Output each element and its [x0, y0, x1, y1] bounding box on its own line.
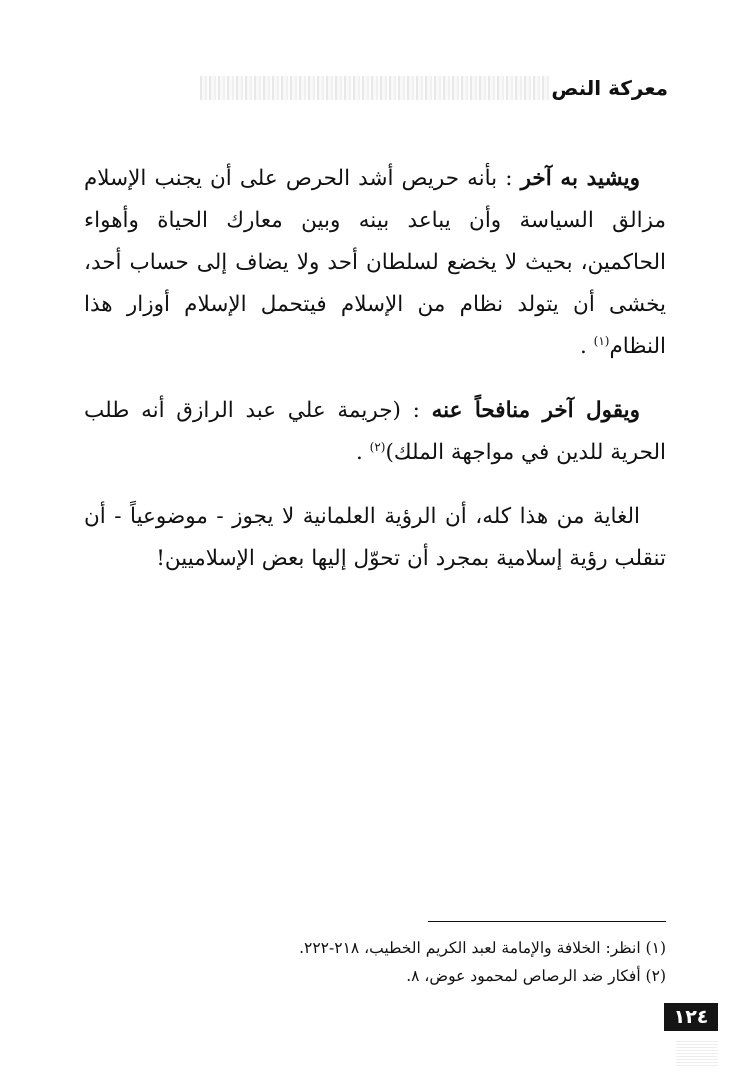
footnotes — [84, 934, 666, 990]
footnote-2: (٢) أفكار ضد الرصاص لمحمود عوض، ٨. — [406, 967, 666, 985]
running-header — [0, 70, 746, 110]
paragraph-text: الغاية من هذا كله، أن الرؤية العلمانية لا يجوز - موضوعياً - أن تنقلب رؤية إسلامية بمجرد أن تحوّل إليها بعض الإسلاميين! — [84, 504, 666, 571]
paragraph-text: : بأنه حريص أشد الحرص على أن يجنب الإسلام مزالق السياسة وأن يباعد بينه وبين معارك الحياة وأهواء الحاكمين، بحيث لا يخضع لسلطان أحد ولا يضاف إلى حساب أحد، يخشى أن يتولد نظام من الإسلام فيتحمل الإسلام أوزار هذا النظام — [84, 166, 666, 359]
paragraph-lead: ويشيد به آخر — [520, 166, 640, 191]
header-decorative-band — [200, 76, 551, 100]
footnote-separator — [428, 921, 666, 922]
footnote-ref: (١) — [593, 333, 610, 348]
paragraph-2 — [84, 390, 666, 474]
paragraph-end: . — [579, 334, 587, 359]
running-header-title: معركة النص — [551, 76, 668, 100]
scan-noise — [676, 1040, 718, 1066]
footnote-ref: (٢) — [369, 439, 386, 454]
body-text — [84, 158, 666, 602]
paragraph-text: : (جريمة علي عبد الرازق أنه طلب الحرية للدين في مواجهة الملك) — [84, 398, 666, 465]
paragraph-1 — [84, 158, 666, 368]
paragraph-lead: ويقول آخر منافحاً عنه — [431, 398, 640, 423]
paragraph-end: . — [355, 440, 363, 465]
footnote-1: (١) انظر: الخلافة والإمامة لعبد الكريم الخطيب، ٢١٨-٢٢٢. — [299, 939, 666, 957]
paragraph-3 — [84, 496, 666, 580]
page-number: ١٢٤ — [664, 1003, 718, 1031]
